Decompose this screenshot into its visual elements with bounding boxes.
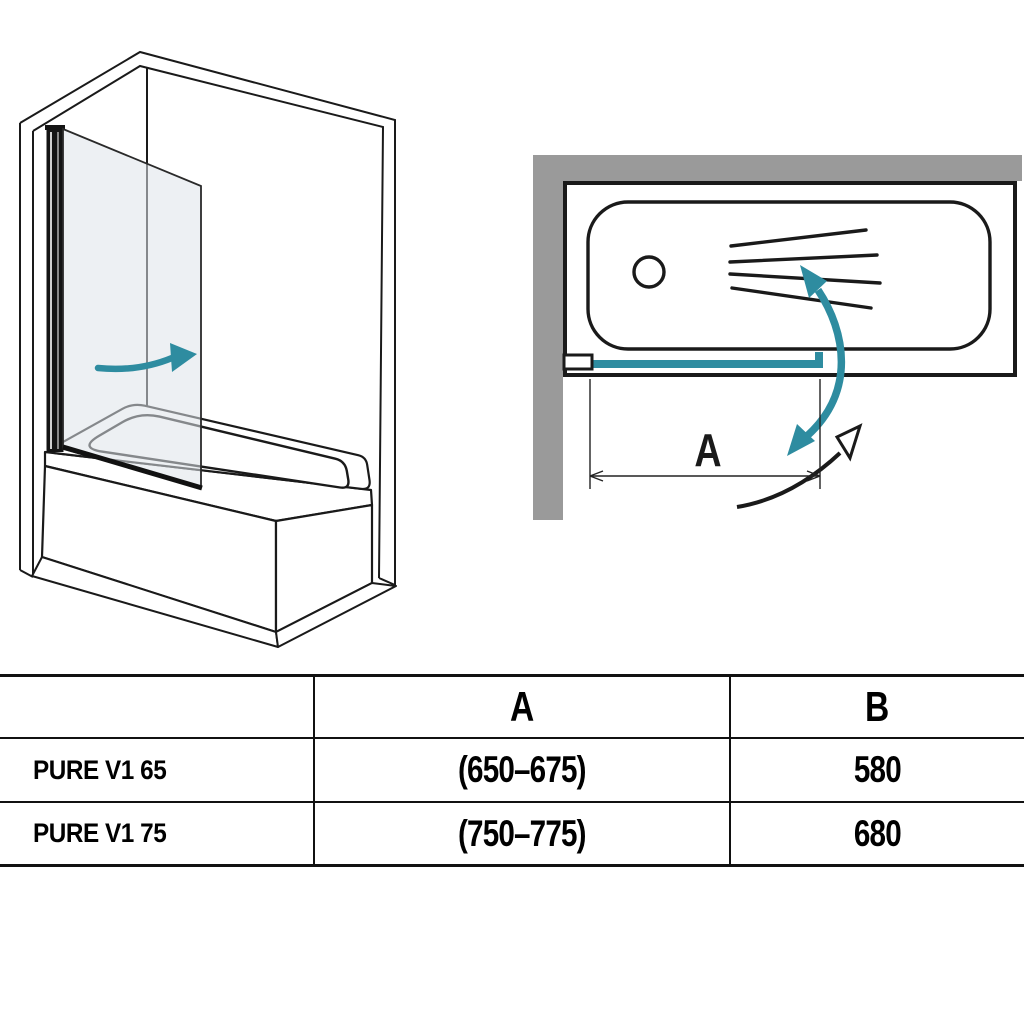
wall-profile-plan (564, 355, 592, 369)
header-model (0, 677, 315, 737)
wall-plan-left (533, 155, 563, 520)
header-a: A (315, 677, 731, 737)
bathtub-plan (565, 183, 1015, 375)
cell-model: PURE V1 65 (0, 739, 315, 801)
table-row (0, 739, 1024, 803)
spec-table (0, 674, 1024, 867)
table-row (0, 803, 1024, 864)
table-header-row (0, 677, 1024, 739)
dimension-a-label: A (694, 424, 722, 476)
cell-a: (750–775) (315, 803, 731, 864)
isometric-view (20, 52, 396, 647)
cell-b: 680 (853, 812, 901, 854)
dimension-a (590, 379, 820, 489)
glass-panel (63, 129, 201, 487)
plan-view (533, 155, 1022, 520)
cell-a: (650–675) (315, 739, 731, 801)
wall-plan-top (533, 155, 1022, 181)
cell-b: 580 (853, 749, 901, 790)
header-b: B (865, 683, 890, 730)
cell-model: PURE V1 75 (0, 803, 315, 864)
drain (634, 257, 664, 287)
glass-screen-3d (45, 125, 202, 488)
